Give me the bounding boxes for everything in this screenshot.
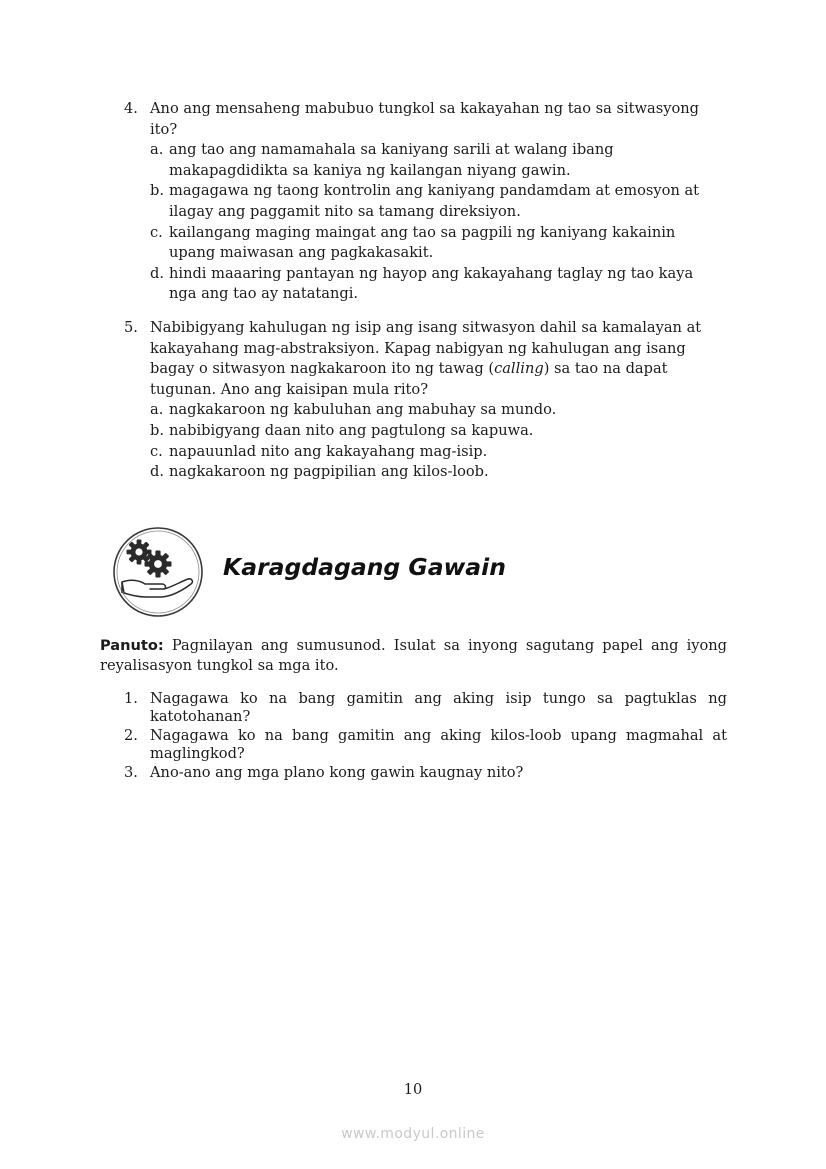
option-b [150,181,724,222]
question-number: 5. [124,319,138,336]
answer-options [124,400,724,482]
question-4 [124,99,724,305]
page-number: 10 [403,1081,423,1098]
option-a [150,400,724,421]
option-letter: d. [150,264,164,282]
watermark: www.modyul.online [341,1126,485,1142]
question-5 [124,318,724,483]
question-text [150,318,724,400]
list-item [124,690,727,727]
item-number: 1. [124,690,138,707]
gears-hand-icon [112,526,204,618]
option-c [150,223,724,264]
item-text: Nagagawa ko na bang gamitin ang aking isip tungo sa pagtuklas ng katotohanan? [150,690,727,726]
activity-title: Karagdagang Gawain [223,553,506,581]
question-stem [124,99,724,140]
option-text: nabibigyang daan nito ang pagtulong sa kapuwa. [169,421,534,439]
option-text: ang tao ang namamahala sa kaniyang sarili at walang ibang makapagdidikta sa kaniya ng kailangan niyang gawin. [169,141,614,179]
option-text: napauunlad nito ang kakayahang mag-isip. [169,442,488,460]
option-text: nagkakaroon ng pagpipilian ang kilos-loob. [169,463,489,481]
option-letter: b. [150,182,164,200]
option-a [150,140,724,181]
question-number: 4. [124,100,138,117]
question-text: Ano ang mensaheng mabubuo tungkol sa kakayahan ng tao sa sitwasyong ito? [150,100,699,138]
question-stem [124,318,724,400]
option-text: magagawa ng taong kontrolin ang kaniyang pandamdam at emosyon at ilagay ang paggamit nito sa tamang direksiyon. [169,182,700,220]
instruction-label: Panuto: [100,637,164,654]
instruction-paragraph [100,636,727,676]
option-text: hindi maaaring pantayan ng hayop ang kakayahang taglay ng tao kaya nga ang tao ay natatangi. [169,264,694,303]
option-d [150,264,724,305]
question-text-part: Nabibigyang kahulugan ng isip ang isang sitwasyon dahil sa kamalayan at kakayahang mag-abstraksiyon. Kapag nabigyan ng kahulugan ang isang bagay o sitwasyon nagkakaroon ito ng tawag ( [150,319,702,378]
question-text-italic: calling [494,360,544,378]
option-letter: d. [150,463,164,481]
option-c [150,442,724,463]
option-d [150,462,724,483]
answer-options [124,140,724,305]
instruction-text: Pagnilayan ang sumusunod. Isulat sa inyong sagutang papel ang iyong reyalisasyon tungkol sa mga ito. [100,637,728,674]
item-text: Nagagawa ko na bang gamitin ang aking kilos-loob upang magmahal at maglingkod? [150,726,727,763]
option-letter: b. [150,421,164,439]
option-text: nagkakaroon ng kabuluhan ang mabuhay sa mundo. [169,401,557,419]
reflection-list [124,690,727,782]
list-item [124,764,727,782]
question-text-part: ) sa tao na dapat tugunan. Ano ang kaisipan mula rito? [150,360,668,398]
option-b [150,421,724,442]
option-letter: c. [150,223,163,241]
list-item [124,727,727,764]
option-letter: a. [150,141,164,159]
option-text: kailangang maging maingat ang tao sa pagpili ng kaniyang kakainin upang maiwasan ang pagkakasakit. [169,223,676,262]
item-number: 2. [124,726,138,744]
item-number: 3. [124,763,138,781]
option-letter: a. [150,401,164,419]
option-letter: c. [150,442,163,460]
item-text: Ano-ano ang mga plano kong gawin kaugnay nito? [150,763,524,781]
